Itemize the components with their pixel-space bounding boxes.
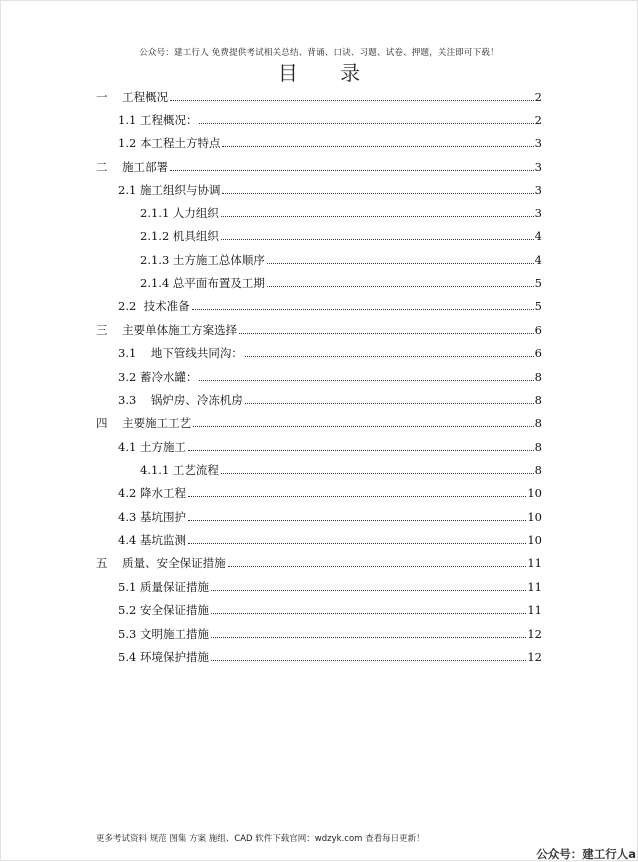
- toc-entry-page: 4: [534, 253, 542, 267]
- toc-dot-leader: [188, 449, 534, 451]
- toc-entry[interactable]: [118, 368, 542, 384]
- toc-entry-page: 12: [527, 627, 542, 641]
- toc-entry-page: 8: [534, 370, 542, 384]
- toc-entry-label: 2.1.4 总平面布置及工期: [140, 276, 265, 290]
- toc-entry-label: 二 施工部署: [96, 160, 169, 174]
- toc-dot-leader: [239, 332, 534, 334]
- toc-entry-page: 8: [534, 393, 542, 407]
- toc-entry-page: 11: [527, 603, 542, 617]
- toc-entry[interactable]: [140, 461, 542, 477]
- toc-entry-label: 2.1.3 土方施工总体顺序: [140, 253, 265, 267]
- toc-dot-leader: [193, 425, 534, 427]
- toc-entry-page: 2: [534, 113, 542, 127]
- toc-dot-leader: [211, 612, 526, 614]
- toc-entry-page: 11: [527, 580, 542, 594]
- toc-entry-page: 3: [534, 183, 542, 197]
- toc-dot-leader: [211, 589, 526, 591]
- toc-entry-label: 2.2 技术准备: [118, 299, 190, 313]
- toc-dot-leader: [267, 262, 534, 264]
- toc-entry-label: 一 工程概况: [96, 90, 169, 104]
- toc-entry-page: 3: [534, 136, 542, 150]
- toc-entry-label: 五 质量、安全保证措施: [96, 556, 226, 570]
- toc-entry-label: 2.1.1 人力组织: [140, 206, 219, 220]
- toc-entry-page: 3: [534, 206, 542, 220]
- footer-note: 更多考试资料 规范 图集 方案 施组、CAD 软件下载官网：wdzyk.com 查看每日更新！: [96, 834, 425, 844]
- toc-dot-leader: [211, 636, 526, 638]
- toc-dot-leader: [222, 145, 533, 147]
- toc-entry-label: 2.1.2 机具组织: [140, 229, 219, 243]
- toc-entry[interactable]: [118, 601, 542, 617]
- page-title: 目 录: [277, 61, 379, 85]
- toc-dot-leader: [245, 402, 534, 404]
- toc-entry-page: 11: [527, 556, 542, 570]
- toc-dot-leader: [228, 565, 527, 567]
- toc-entry-label: 5.2 安全保证措施: [118, 603, 209, 617]
- toc-entry-page: 10: [527, 533, 542, 547]
- toc-entry[interactable]: [118, 484, 542, 500]
- toc-entry[interactable]: [118, 625, 542, 641]
- toc-dot-leader: [170, 169, 534, 171]
- toc-entry[interactable]: [118, 438, 542, 454]
- toc-entry[interactable]: [118, 391, 542, 407]
- toc-dot-leader: [221, 215, 534, 217]
- toc-dot-leader: [222, 192, 533, 194]
- toc-entry-label: 3.2 蓄冷水罐：: [118, 370, 198, 384]
- toc-entry[interactable]: [118, 531, 542, 547]
- toc-entry-page: 6: [534, 346, 542, 360]
- toc-entry-label: 4.2 降水工程: [118, 486, 186, 500]
- toc-entry[interactable]: [140, 274, 542, 290]
- toc-entry-page: 2: [534, 90, 542, 104]
- toc-dot-leader: [245, 355, 534, 357]
- toc-entry[interactable]: [118, 508, 542, 524]
- toc-entry-label: 5.3 文明施工措施: [118, 627, 209, 641]
- toc-entry[interactable]: [118, 181, 542, 197]
- toc-entry[interactable]: [118, 111, 542, 127]
- toc-entry-label: 四 主要施工工艺: [96, 416, 192, 430]
- toc-entry-page: 10: [527, 486, 542, 500]
- toc-entry[interactable]: [118, 297, 542, 313]
- toc-dot-leader: [267, 285, 534, 287]
- toc-entry-label: 1.2 本工程土方特点: [118, 136, 221, 150]
- toc-dot-leader: [211, 659, 526, 661]
- toc-entry[interactable]: [96, 414, 542, 430]
- toc-entry[interactable]: [96, 321, 542, 337]
- toc-entry-page: 8: [534, 416, 542, 430]
- toc-dot-leader: [221, 238, 534, 240]
- toc-entry[interactable]: [140, 227, 542, 243]
- toc-entry-page: 5: [534, 276, 542, 290]
- toc-entry-label: 3.3 锅炉房、冷冻机房: [118, 393, 243, 407]
- toc-entry-label: 4.1.1 工艺流程: [140, 463, 219, 477]
- toc-entry-label: 三 主要单体施工方案选择: [96, 323, 238, 337]
- toc-entry-label: 4.3 基坑围护: [118, 510, 186, 524]
- toc-dot-leader: [188, 542, 526, 544]
- header-note: 公众号：建工行人 免费提供考试相关总结、背诵、口诀、习题、试卷、押题，关注即可下载！: [139, 48, 499, 58]
- toc-entry[interactable]: [118, 648, 542, 664]
- toc-dot-leader: [199, 379, 533, 381]
- toc-entry-label: 1.1 工程概况：: [118, 113, 198, 127]
- toc-entry[interactable]: [96, 554, 542, 570]
- toc-entry-label: 4.4 基坑监测: [118, 533, 186, 547]
- toc-entry[interactable]: [140, 251, 542, 267]
- toc-entry-page: 8: [534, 463, 542, 477]
- toc-entry[interactable]: [140, 204, 542, 220]
- toc-dot-leader: [192, 308, 534, 310]
- toc-entry-page: 12: [527, 650, 542, 664]
- toc-entry-label: 3.1 地下管线共同沟：: [118, 346, 243, 360]
- toc-entry-page: 8: [534, 440, 542, 454]
- toc-dot-leader: [188, 519, 526, 521]
- toc-entry[interactable]: [118, 578, 542, 594]
- toc-dot-leader: [170, 99, 534, 101]
- toc-entry[interactable]: [96, 88, 542, 104]
- toc-entry-page: 4: [534, 229, 542, 243]
- toc-entry-page: 10: [527, 510, 542, 524]
- toc-dot-leader: [221, 472, 534, 474]
- toc-entry-page: 3: [534, 160, 542, 174]
- toc-entry[interactable]: [118, 344, 542, 360]
- toc-dot-leader: [188, 495, 526, 497]
- toc-entry-page: 6: [534, 323, 542, 337]
- toc-entry[interactable]: [118, 134, 542, 150]
- toc-entry-page: 5: [534, 299, 542, 313]
- toc-entry-label: 4.1 土方施工: [118, 440, 186, 454]
- toc-entry-label: 5.4 环境保护措施: [118, 650, 209, 664]
- toc-dot-leader: [199, 122, 533, 124]
- watermark: 公众号：建工行人a: [536, 847, 636, 861]
- toc-entry-label: 2.1 施工组织与协调: [118, 183, 221, 197]
- toc-entry[interactable]: [96, 158, 542, 174]
- toc-entry-label: 5.1 质量保证措施: [118, 580, 209, 594]
